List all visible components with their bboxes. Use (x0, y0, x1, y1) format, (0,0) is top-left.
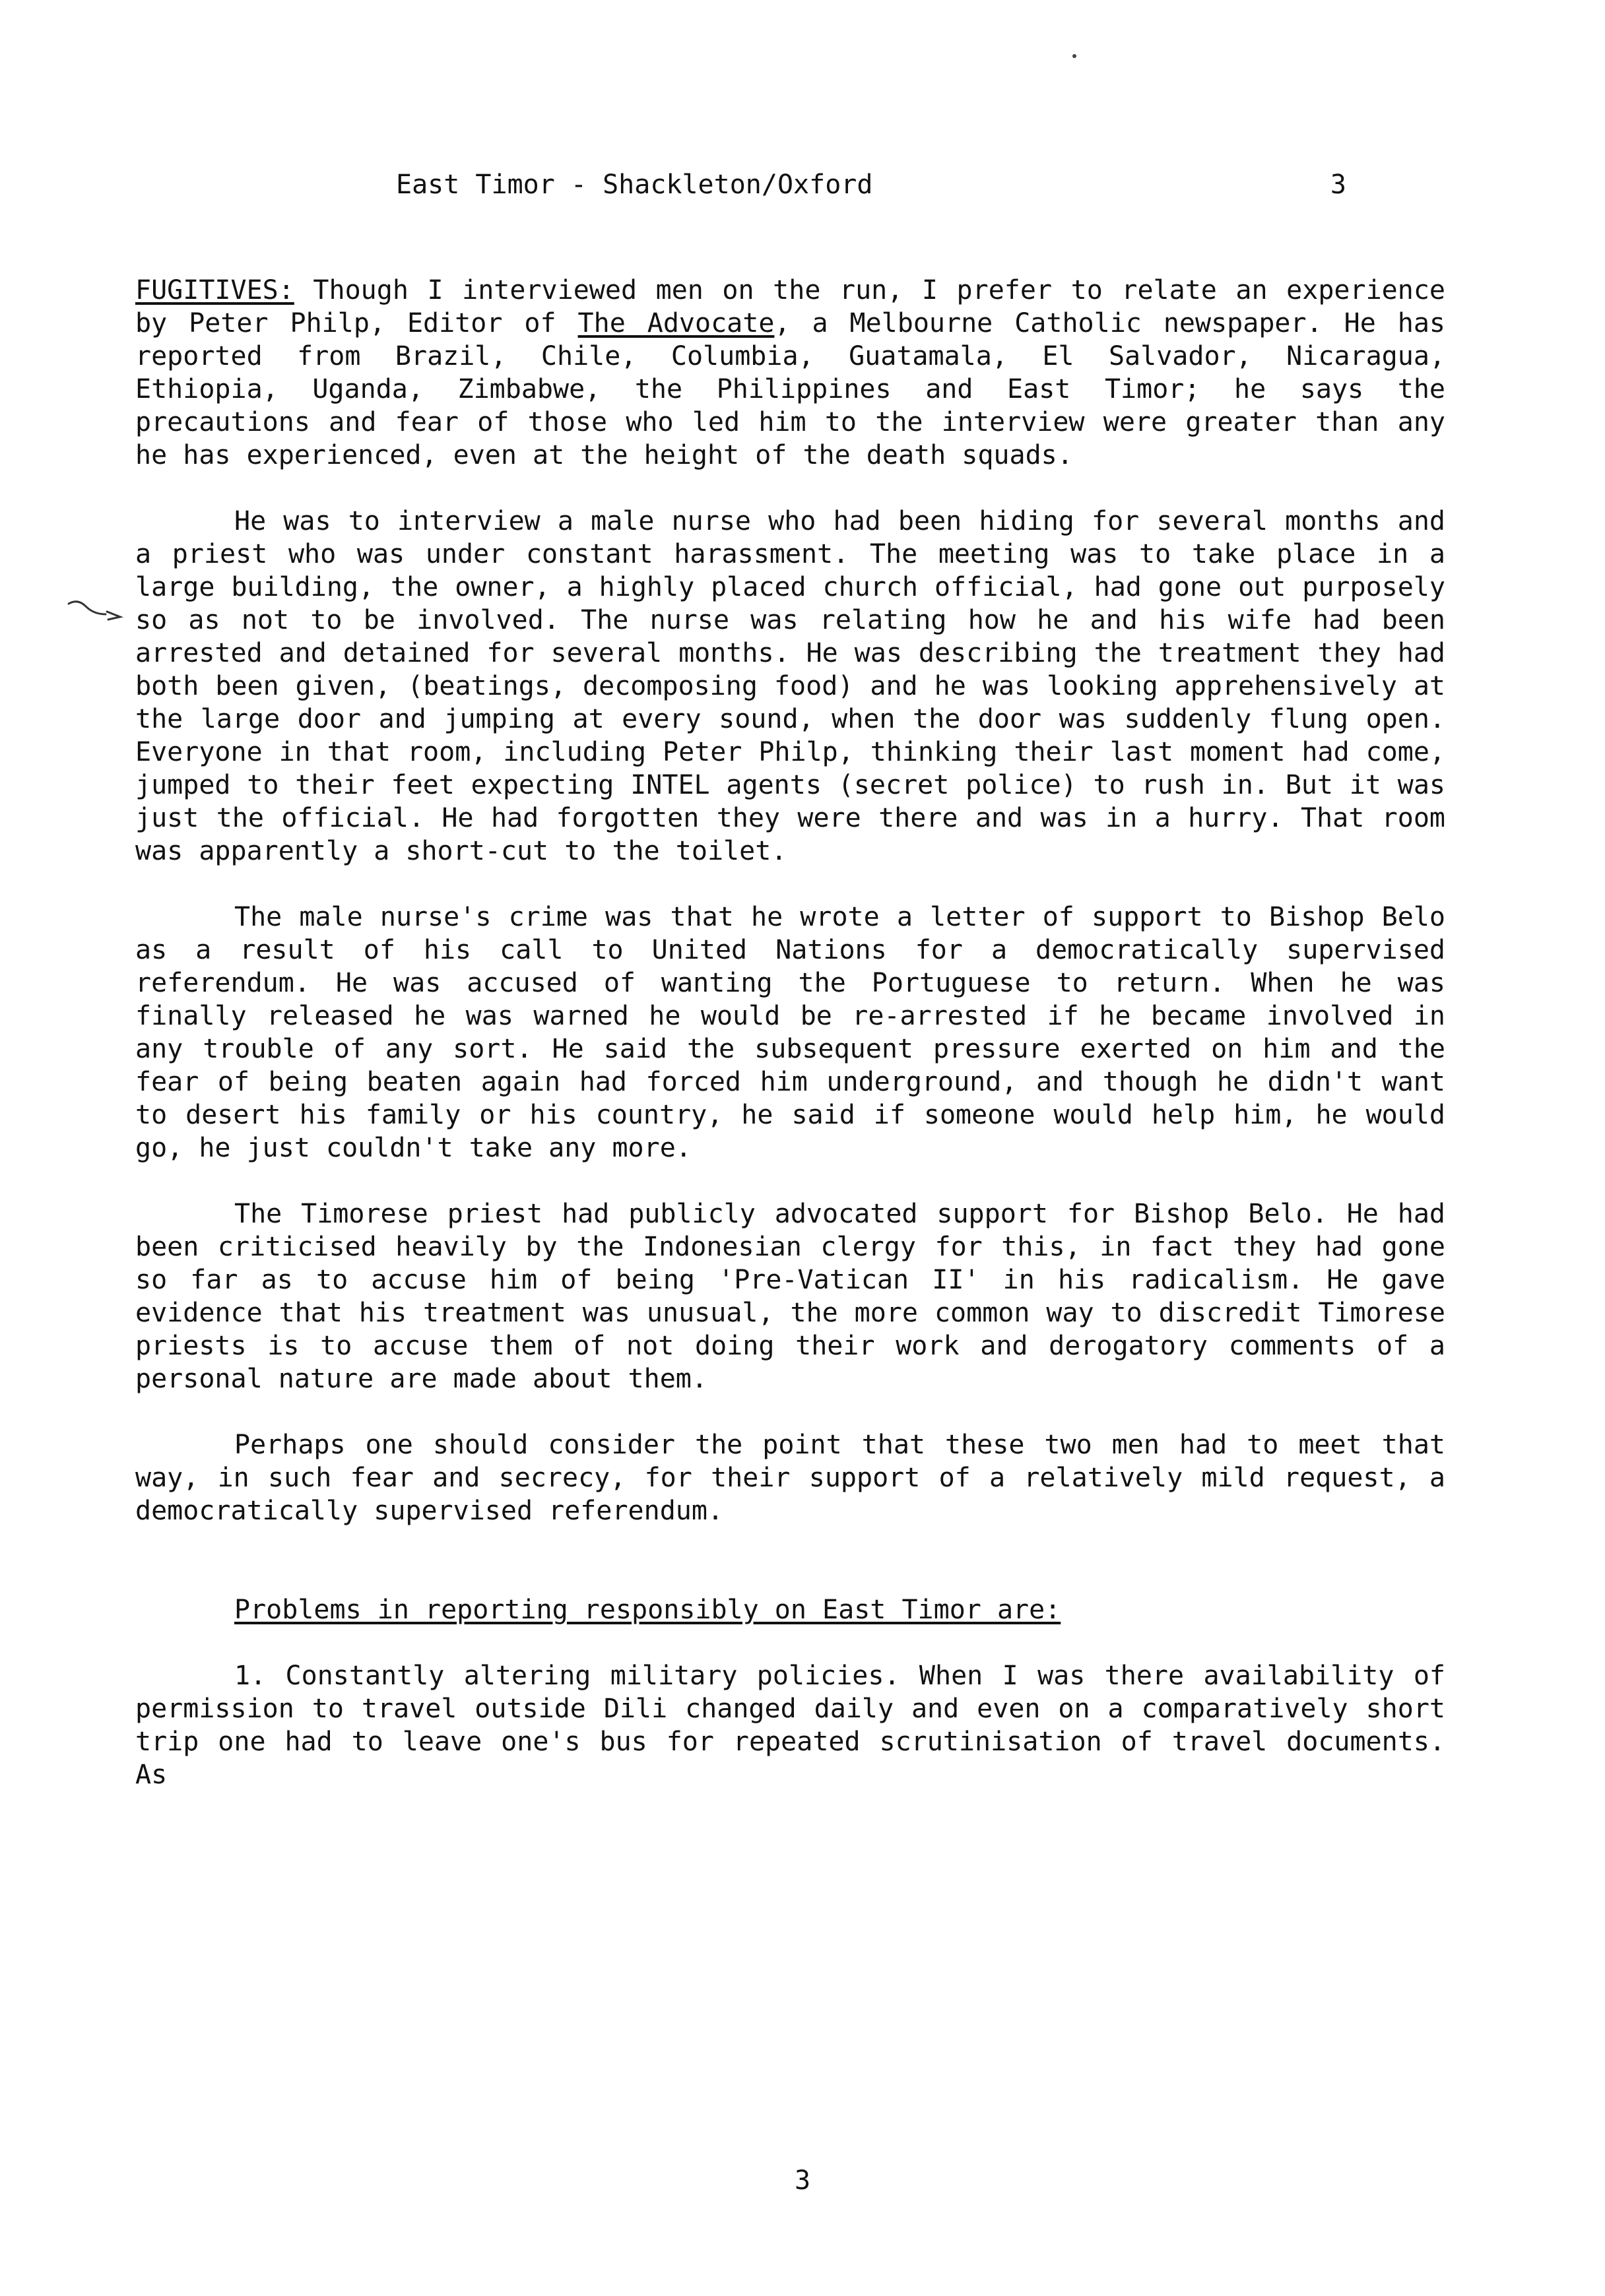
paragraph-timorese-priest: The Timorese priest had publicly advocated support for Bishop Belo. He had been criticised heavily by the Indonesian clergy for this, in fact they had gone so far as to accuse him of being 'Pre-Vatican II' in his radicalism. He gave evidence that his treatment was unusual, the more common way to discredit Timorese priests is to accuse them of not doing their work and derogatory comments of a personal nature are made about them. (135, 1199, 1445, 1394)
paragraph-fugitives-text-1: Though I interviewed men on the run, I prefer to relate an experience by Peter Philp, Editor of (135, 275, 1445, 338)
publication-name: The Advocate (577, 308, 775, 338)
paragraph-fugitives (135, 274, 1445, 472)
document-body (135, 274, 1445, 1824)
section-heading-problems: Problems in reporting responsibly on East Timor are: (234, 1595, 1061, 1625)
paragraph-conclusion: Perhaps one should consider the point that these two men had to meet that way, in such fear and secrecy, for their support of a relatively mild request, a democratically supervised referendum. (135, 1430, 1445, 1526)
handwritten-mark-icon (66, 597, 129, 623)
paragraph-problem-1: 1. Constantly altering military policies. When I was there availability of permission to travel outside Dili changed daily and even on a comparatively short trip one had to leave one's bus for repeated scrutinisation of travel documents. As (135, 1661, 1445, 1790)
footer-page-number: 3 (794, 2165, 811, 2196)
running-header (396, 168, 1346, 208)
paragraph-fugitives-text-2: , a Melbourne Catholic newspaper. He has reported from Brazil, Chile, Columbia, Guatamala, El Salvador, Nicaragua, Ethiopia, Uganda, Zimbabwe, the Philippines and East Timor; he says the precautions and fear of those who led him to the interview were greater than any he has experienced, even at the height of the death squads. (135, 308, 1445, 470)
scan-speck (1072, 54, 1076, 58)
paragraph-male-nurse: The male nurse's crime was that he wrote a letter of support to Bishop Belo as a result of his call to United Nations for a democratically supervised referendum. He was accused of wanting the Portuguese to return. When he was finally released he was warned he would be re-arrested if he became involved in any trouble of any sort. He said the subsequent pressure exerted on him and the fear of being beaten again had forced him underground, and though he didn't want to desert his family or his country, he said if someone would help him, he would go, he just couldn't take any more. (135, 902, 1445, 1163)
header-page-number: 3 (1330, 170, 1346, 200)
section-label-fugitives: FUGITIVES: (135, 275, 294, 305)
paragraph-interview: He was to interview a male nurse who had been hiding for several months and a priest who was under constant harassment. The meeting was to take place in a large building, the owner, a highly placed church official, had gone out purposely so as not to be involved. The nurse was relating how he and his wife had been arrested and detained for several months. He was describing the treatment they had both been given, (beatings, decomposing food) and he was looking apprehensively at the large door and jumping at every sound, when the door was suddenly flung open. Everyone in that room, including Peter Philp, thinking their last moment had come, jumped to their feet expecting INTEL agents (secret police) to rush in. But it was just the official. He had forgotten they were there and was in a hurry. That room was apparently a short-cut to the toilet. (135, 506, 1445, 866)
header-title: East Timor - Shackleton/Oxford (396, 170, 873, 200)
